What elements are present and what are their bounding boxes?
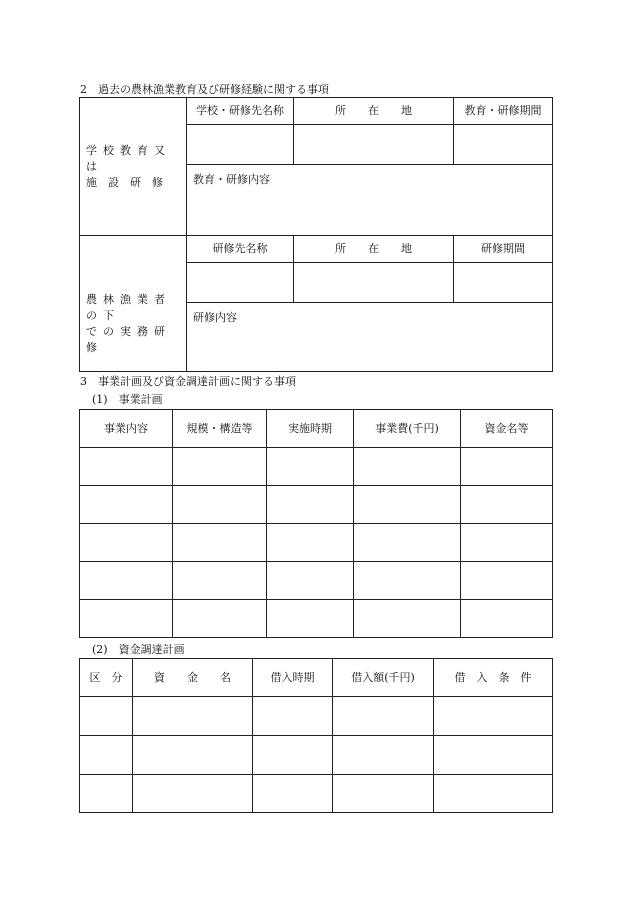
business-cell[interactable] bbox=[80, 600, 173, 638]
farmer-training-label-line2: での実務研修 bbox=[86, 324, 171, 354]
business-cell[interactable] bbox=[354, 562, 461, 600]
business-cell[interactable] bbox=[354, 524, 461, 562]
table-row bbox=[80, 448, 553, 486]
funding-col-amount: 借入額(千円) bbox=[333, 659, 434, 697]
business-cell[interactable] bbox=[173, 524, 267, 562]
business-cell[interactable] bbox=[173, 600, 267, 638]
funding-col-fund-name: 資 金 名 bbox=[133, 659, 253, 697]
school-content-label: 教育・研修内容 bbox=[193, 173, 270, 186]
business-cell[interactable] bbox=[173, 562, 267, 600]
funding-cell[interactable] bbox=[253, 697, 333, 736]
funding-cell[interactable] bbox=[133, 775, 253, 813]
table-row bbox=[80, 524, 553, 562]
funding-cell[interactable] bbox=[333, 736, 434, 775]
funding-cell[interactable] bbox=[333, 697, 434, 736]
business-plan-heading: (1) 事業計画 bbox=[92, 393, 163, 406]
table-row bbox=[80, 697, 553, 736]
section3-heading: 3 事業計画及び資金調達計画に関する事項 bbox=[80, 375, 296, 388]
farmer-content-field[interactable] bbox=[187, 303, 553, 372]
business-cell[interactable] bbox=[267, 524, 354, 562]
school-training-label-line2: 施 設 研 修 bbox=[86, 175, 163, 189]
funding-plan-heading: (2) 資金調達計画 bbox=[92, 643, 185, 656]
business-col-content: 事業内容 bbox=[80, 410, 173, 448]
funding-cell[interactable] bbox=[253, 736, 333, 775]
business-cell[interactable] bbox=[461, 448, 553, 486]
school-name-header: 学校・研修先名称 bbox=[187, 98, 294, 125]
farmer-training-label-line1: 農林漁業者の下 bbox=[86, 292, 171, 322]
school-period-header: 教育・研修期間 bbox=[454, 98, 553, 125]
business-col-scale: 規模・構造等 bbox=[173, 410, 267, 448]
business-cell[interactable] bbox=[461, 562, 553, 600]
funding-cell[interactable] bbox=[253, 775, 333, 813]
business-cell[interactable] bbox=[267, 448, 354, 486]
business-cell[interactable] bbox=[173, 486, 267, 524]
business-cell[interactable] bbox=[80, 448, 173, 486]
business-cell[interactable] bbox=[354, 448, 461, 486]
business-cell[interactable] bbox=[354, 600, 461, 638]
funding-cell[interactable] bbox=[80, 697, 133, 736]
farmer-period-field[interactable] bbox=[454, 263, 553, 303]
funding-plan-table bbox=[79, 658, 553, 813]
business-cell[interactable] bbox=[461, 486, 553, 524]
school-period-field[interactable] bbox=[454, 125, 553, 165]
school-location-field[interactable] bbox=[294, 125, 454, 165]
table-row bbox=[80, 775, 553, 813]
table-row bbox=[80, 486, 553, 524]
business-cell[interactable] bbox=[267, 486, 354, 524]
business-cell[interactable] bbox=[461, 524, 553, 562]
school-training-row-label bbox=[80, 98, 187, 236]
funding-cell[interactable] bbox=[434, 775, 553, 813]
section2-heading: 2 過去の農林漁業教育及び研修経験に関する事項 bbox=[80, 83, 329, 96]
funding-cell[interactable] bbox=[434, 697, 553, 736]
farmer-name-header: 研修先名称 bbox=[187, 236, 294, 263]
business-col-cost: 事業費(千円) bbox=[354, 410, 461, 448]
training-history-table bbox=[79, 97, 553, 372]
business-cell[interactable] bbox=[80, 562, 173, 600]
business-col-timing: 実施時期 bbox=[267, 410, 354, 448]
business-col-fund: 資金名等 bbox=[461, 410, 553, 448]
table-row bbox=[80, 600, 553, 638]
farmer-period-header: 研修期間 bbox=[454, 236, 553, 263]
funding-cell[interactable] bbox=[434, 736, 553, 775]
school-content-field[interactable] bbox=[187, 165, 553, 236]
table-row bbox=[80, 736, 553, 775]
table-row bbox=[80, 562, 553, 600]
funding-cell[interactable] bbox=[333, 775, 434, 813]
business-cell[interactable] bbox=[267, 600, 354, 638]
funding-cell[interactable] bbox=[80, 736, 133, 775]
funding-col-conditions: 借 入 条 件 bbox=[434, 659, 553, 697]
business-cell[interactable] bbox=[354, 486, 461, 524]
business-cell[interactable] bbox=[80, 524, 173, 562]
business-cell[interactable] bbox=[80, 486, 173, 524]
business-cell[interactable] bbox=[173, 448, 267, 486]
business-cell[interactable] bbox=[267, 562, 354, 600]
business-cell[interactable] bbox=[461, 600, 553, 638]
school-location-header: 所 在 地 bbox=[294, 98, 454, 125]
funding-col-borrow-timing: 借入時期 bbox=[253, 659, 333, 697]
business-plan-table bbox=[79, 409, 553, 638]
funding-cell[interactable] bbox=[80, 775, 133, 813]
farmer-training-row-label bbox=[80, 236, 187, 372]
funding-col-category: 区 分 bbox=[80, 659, 133, 697]
farmer-content-label: 研修内容 bbox=[193, 311, 237, 324]
school-name-field[interactable] bbox=[187, 125, 294, 165]
farmer-name-field[interactable] bbox=[187, 263, 294, 303]
funding-cell[interactable] bbox=[133, 697, 253, 736]
school-training-label-line1: 学校教育又は bbox=[86, 143, 171, 173]
funding-cell[interactable] bbox=[133, 736, 253, 775]
farmer-location-field[interactable] bbox=[294, 263, 454, 303]
farmer-location-header: 所 在 地 bbox=[294, 236, 454, 263]
